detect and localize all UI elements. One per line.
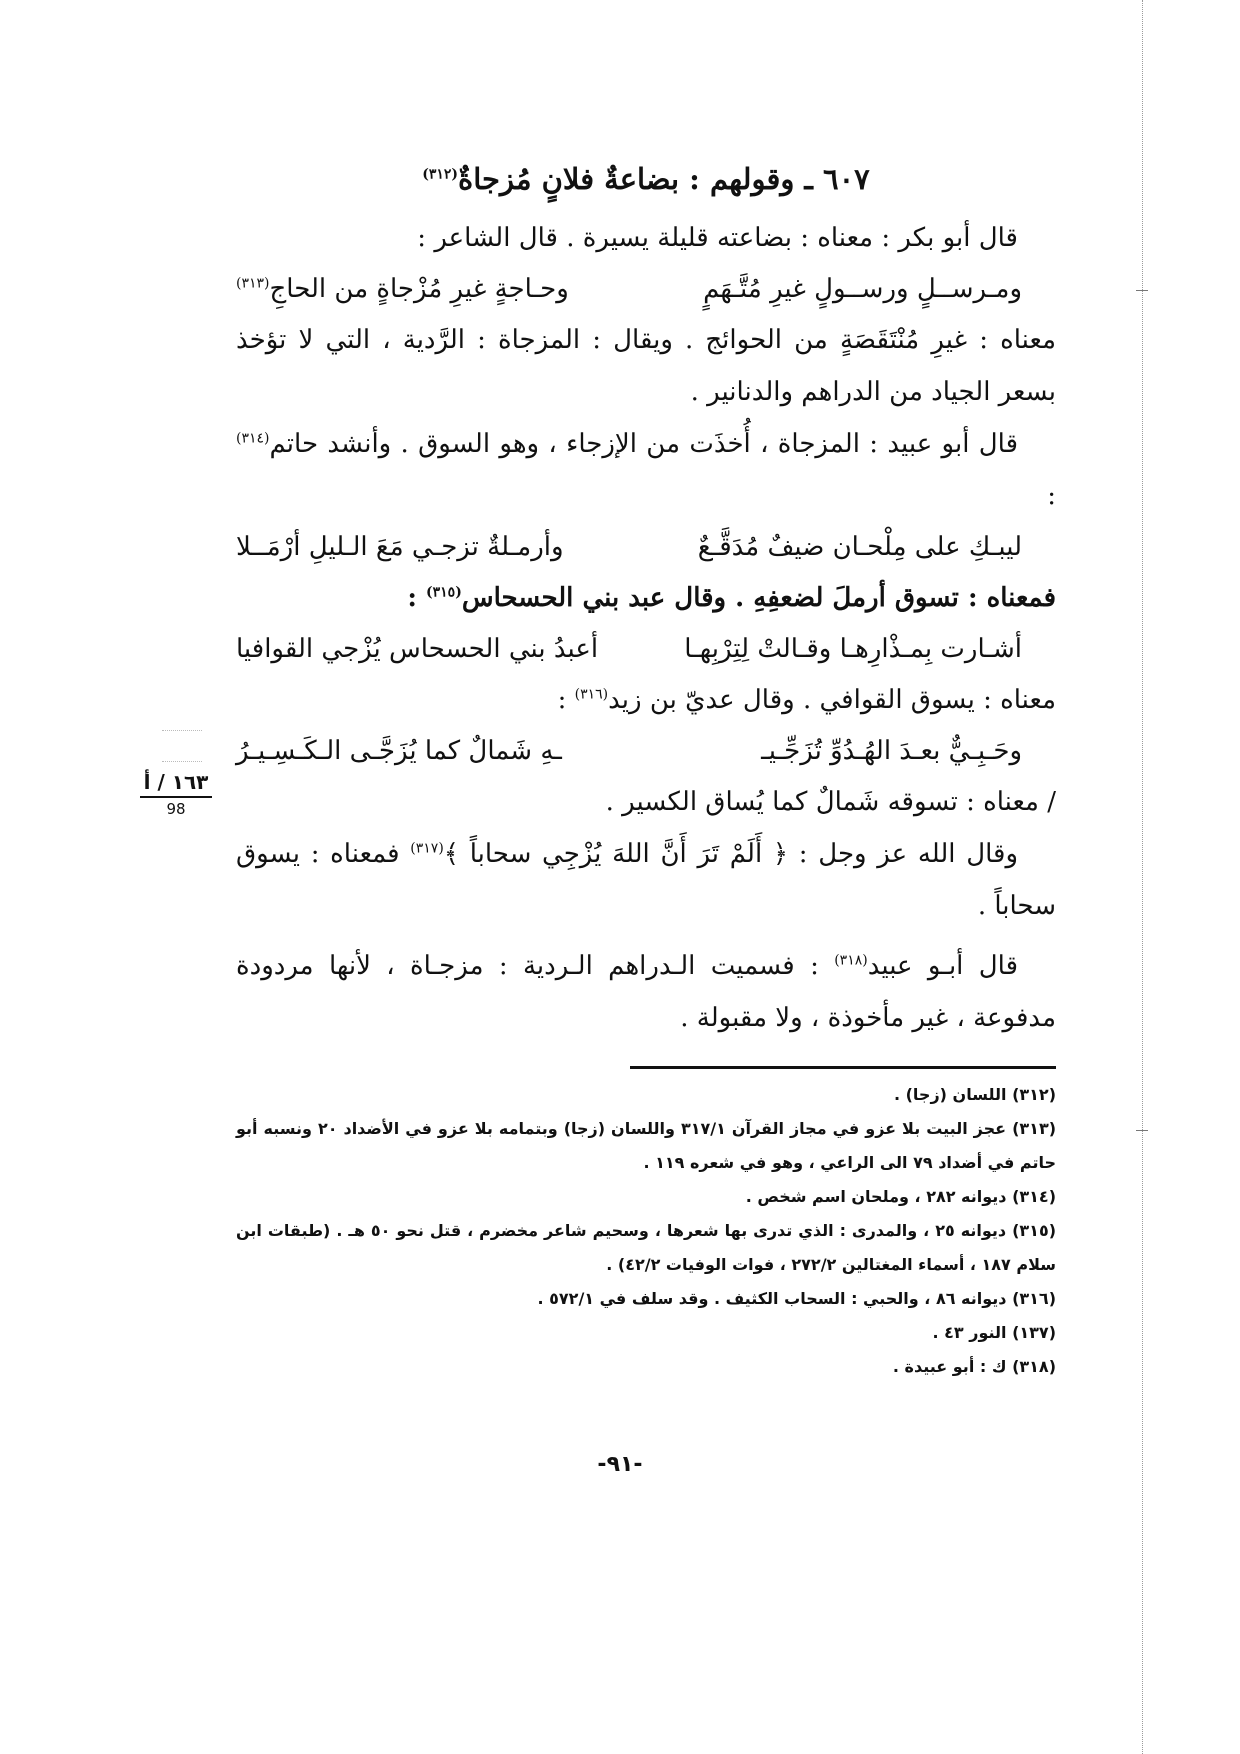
footnote-ref: (٣١٥) (426, 584, 462, 601)
paragraph: معناه : يسوق القوافي . وقال عديّ بن زيد$^{(٣١٦)}$ : (557, 685, 1056, 715)
footnote-ref: (٣١٢) (422, 166, 459, 183)
paragraph: قال أبو عبيد : المزجاة ، أُخذَت من الإزجاء ، وهو السوق . وأنشد حاتم$^{(٣١٤)}$ : (236, 429, 1056, 511)
footnote: (٣١٤) ديوانه ٢٨٢ ، وملحان اسم شخص . (745, 1187, 1056, 1206)
verse-hemistich-second: أعبدُ بني الحسحاس يُزْجي القوافيا (236, 634, 599, 664)
verse-line (236, 522, 1056, 572)
footnote: (٣١٢) اللسان (زجا) . (893, 1085, 1056, 1104)
footnote-ref: (٣١٨) (834, 952, 868, 969)
manuscript-number: 98 (166, 800, 186, 818)
paragraph: / معناه : تسوقه شَمالٌ كما يُساق الكسير . (605, 787, 1056, 817)
entry-heading-text: ٦٠٧ ـ وقولهم : بضاعةٌ فلانٍ مُزجاةٌ (458, 162, 870, 196)
footnote: (١٣٧) النور ٤٣ . (932, 1323, 1056, 1342)
footnote-ref: (٣١٧) (410, 840, 444, 857)
verse-hemistich-first: أشـارت بِمـذْارِهـا وقـالتْ لِتِرْبِهـا (684, 634, 1022, 664)
page-number: -٩١- (597, 1452, 643, 1477)
footnote-ref: (٣١٣) (236, 275, 270, 292)
footnote: (٣١٨) ك : أبو عبيدة . (892, 1357, 1056, 1376)
paragraph: قال أبو بكر : معناه : بضاعته قليلة يسيرة . قال الشاعر : (417, 223, 1018, 253)
paragraph: معناه : غيرِ مُنْتَقَصَةٍ من الحوائج . ويقال : المزجاة : الرَّدية ، التي لا تؤخذ بسعر الجياد من الدراهم والدنانير . (236, 325, 1056, 407)
footnote-separator (630, 1066, 1056, 1069)
verse-line (236, 264, 1056, 314)
scan-edge-tick (1136, 290, 1148, 291)
verse-hemistich-second: ـهِ شَمالٌ كما يُزَجَّـى الـكَـسِـيـرُ (236, 736, 562, 766)
footnote: (٣١٣) عجز البيت بلا عزو في مجاز القرآن ٣١٧/١ واللسان (زجا) وبتمامه بلا عزو في الأضداد ٢٠ ونسبه أبو حاتم في أضداد ٧٩ الى الراعي ، وهو في شعره ١١٩ . (236, 1119, 1057, 1172)
footnote-ref: (٣١٦) (574, 686, 609, 703)
footnote: (٣١٦) ديوانه ٨٦ ، والحبي : السحاب الكثيف . وقد سلف في ٥٧٢/١ . (537, 1289, 1056, 1308)
main-text (236, 140, 1056, 1044)
verse-hemistich-second: وأرمـلةٌ تزجـي مَعَ الـليلِ أرْمَــلا (236, 532, 564, 562)
footnotes (236, 1078, 1056, 1384)
verse-hemistich-first: وحَـبِـيٌّ بعـدَ الهُـدُوِّ تُزَجِّـيـ (761, 736, 1022, 766)
manuscript-folio: ١٦٣ / أ (140, 770, 212, 798)
paragraph: قال أبـو عبيد$^{(٣١٨)}$ : فسميت الـدراهم الـردية : مزجـاة ، لأنها مردودة مدفوعة ، غير مأخوذة ، ولا مقبولة . (236, 951, 1056, 1033)
footnote-ref: (٣١٤) (236, 430, 270, 447)
margin-folio-note (140, 770, 212, 818)
verse-line (236, 624, 1056, 674)
footnote: (٣١٥) ديوانه ٢٥ ، والمدرى : الذي تدرى بها شعرها ، وسحيم شاعر مخضرم ، قتل نحو ٥٠ هـ . (طبقات ابن سلام ١٨٧ ، أسماء المغتالين ٢٧٢/٢ ، فوات الوفيات ٤٢/٢) . (236, 1221, 1057, 1274)
paragraph: فمعناه : تسوق أرملَ لضعفِهِ . وقال عبد بني الحسحاس$^{(٣١٥)}$ : (407, 583, 1056, 613)
scan-edge-tick (1136, 1130, 1148, 1131)
verse-hemistich-first: ليبـكِ على مِلْحـان ضيفٌ مُدَقَّـعٌ (697, 532, 1022, 562)
scan-edge-rule (1142, 0, 1143, 1754)
verse-line (236, 726, 1056, 776)
verse-hemistich-second: وحـاجةٍ غيرِ مُزْجاةٍ من الحاجِ$^{(٣١٣)}$ (236, 274, 569, 304)
entry-heading (236, 162, 1056, 196)
verse-hemistich-first: ومـرســلٍ ورســولٍ غيرِ مُتَّـهَمٍ (703, 274, 1022, 304)
margin-stamp-trace (162, 730, 202, 762)
paragraph: وقال الله عز وجل : ﴿ أَلَمْ تَرَ أَنَّ اللهَ يُزْجِي سحاباً ﴾$^{(٣١٧)}$ فمعناه : يسوق سحاباً . (236, 839, 1056, 921)
